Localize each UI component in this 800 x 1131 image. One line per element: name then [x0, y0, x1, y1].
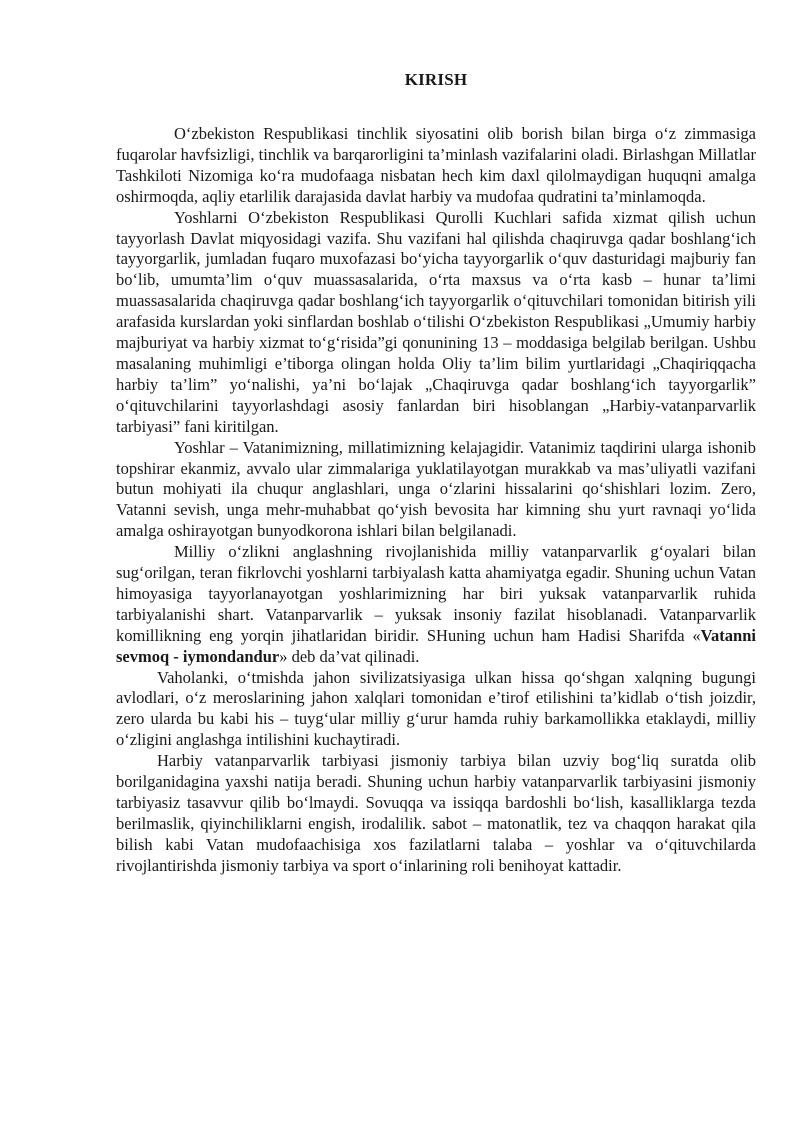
paragraph-1: O‘zbekiston Respublikasi tinchlik siyosatini olib borish bilan birga o‘z zimmasiga fuqarolar havfsizligi, tinchlik va barqarorligini ta’minlash vazifalarini oladi. Birlashgan Millatlar Tashkiloti Nizomiga ko‘ra mudofaaga nisbatan hech kim daxl qilolmaydigan huquqni amalga oshirmoqda, aqliy etarlilik darajasida davlat harbiy va mudofaa qudratini ta’minlamoqda.: [116, 124, 756, 206]
paragraph-4-text-before: Milliy o‘zlikni anglashning rivojlanishida milliy vatanparvarlik g‘oyalari bilan sug‘orilgan, teran fikrlovchi yoshlarni tarbiyalash katta ahamiyatga egadir. Shuning uchun Vatan himoyasiga tayyorlanayotgan yoshlarimizning har biri yuksak vatanparvarlik ruhida tarbiyalanishi shart. Vatanparvarlik – yuksak insoniy fazilat hisoblanadi. Vatanparvarlik komillikning eng yorqin jihatlaridan biridir. SHuning uchun ham Hadisi Sharifda «: [116, 542, 756, 645]
paragraph-4: [116, 542, 756, 667]
paragraph-6: Harbiy vatanparvarlik tarbiyasi jismoniy tarbiya bilan uzviy bog‘liq suratda olib borilganidagina yaxshi natija beradi. Shuning uchun harbiy vatanparvarlik tarbiyasini jismoniy tarbiyasiz tasavvur qilib bo‘lmaydi. Sovuqqa va issiqqa bardoshli bo‘lish, kasalliklarga tezda berilmaslik, qiyinchiliklarni engish, irodalilik. sabot – matonatlik, tez va chaqqon harakat qila bilish kabi Vatan mudofaachisiga xos fazilatlarni talaba – yoshlar va o‘qituvchilarda rivojlantirishda jismoniy tarbiya va sport o‘inlarining roli benihoyat kattadir.: [116, 751, 756, 875]
paragraph-4-text-after: » deb da’vat qilinadi.: [279, 646, 420, 666]
paragraph-5: Vaholanki, o‘tmishda jahon sivilizatsiyasiga ulkan hissa qo‘shgan xalqning bugungi avlodlari, o‘z meroslarining jahon xalqlari tomonidan e’tirof etilishini ta’kidlab o‘tish joizdir, zero ularda bu kabi his – tuyg‘ular milliy g‘urur hamda ruhiy barkamollikka etaklaydi, milliy o‘zligini anglashga intilishini kuchaytiradi.: [116, 667, 756, 750]
paragraph-2: Yoshlarni O‘zbekiston Respublikasi Qurolli Kuchlari safida xizmat qilish uchun tayyorlash Davlat miqyosidagi vazifa. Shu vazifani hal qilishda chaqiruvga qadar boshlang‘ich tayyorgarlik, jumladan fuqaro muxofazasi bo‘yicha tayyorgarlik o‘quv dasturidagi majburiy fan bo‘lib, umumta’lim o‘quv muassasalarida, o‘rta maxsus va o‘rta kasb – hunar ta’limi muassasalarida chaqiruvga qadar boshlang‘ich tayyorgarlik o‘qituvchilari tomonidan bitirish yili arafasida kurslardan yoki sinflardan boshlab o‘tilishi O‘zbekiston Respublikasi „Umumiy harbiy majburiyat va harbiy xizmat to‘g‘risida”gi qonunining 13 – moddasiga belgilab berilgan. Ushbu masalaning muhimligi e’tiborga olingan holda Oliy ta’lim bilim yurtlaridagi „Chaqiriqqacha harbiy ta’lim” yo‘nalishi, ya’ni bo‘lajak „Chaqiruvga qadar boshlang‘ich tayyorgarlik” o‘qituvchilarini tayyorlashdagi asosiy fanlardan biri hisoblangan „Harbiy-vatanparvarlik tarbiyasi” fani kiritilgan.: [116, 207, 756, 436]
section-title: KIRISH: [404, 70, 468, 89]
hadith-quote: Vatanni sevmoq - iymondandur: [116, 625, 756, 666]
document-page: [116, 70, 756, 877]
paragraph-3: Yoshlar – Vatanimizning, millatimizning kelajagidir. Vatanimiz taqdirini ularga ishonib topshirar ekanmiz, avvalo ular zimmalariga yuklatilayotgan murakkab va mas’uliyatli vazifani butun mohiyati ila chuqur anglashlari, unga o‘zlarini hissalarini qo‘shishlari lozim. Zero, Vatanni sevish, unga mehr-muhabbat qo‘yish bevosita har kimning shu yurt ravnaqi yo‘lida amalga oshirayotgan bunyodkorona ishlari bilan belgilanadi.: [116, 437, 756, 541]
